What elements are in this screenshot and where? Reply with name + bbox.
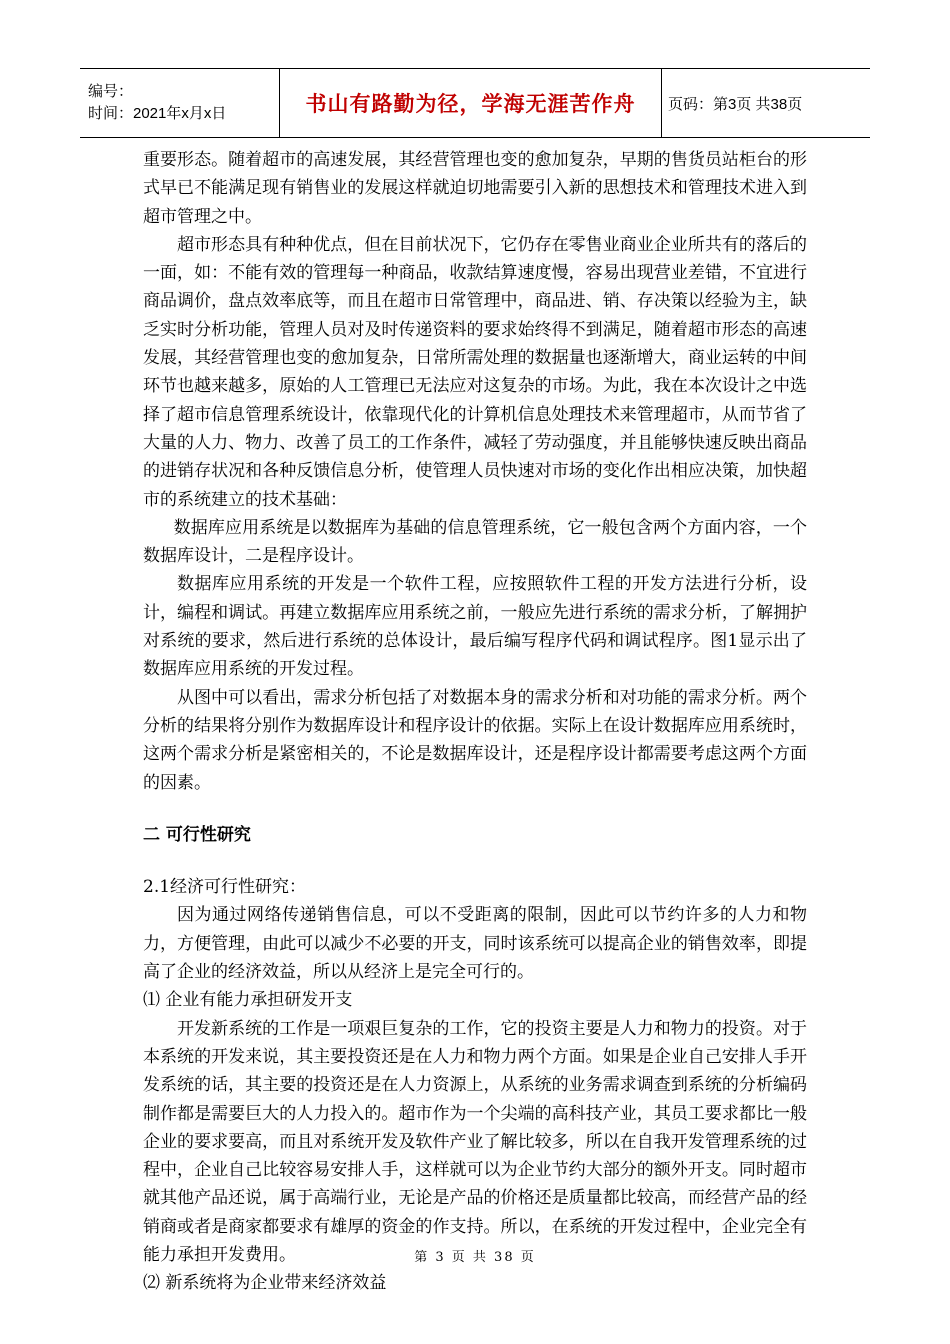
paragraph: 数据库应用系统的开发是一个软件工程，应按照软件工程的开发方法进行分析，设计，编程和调试。再建立数据库应用系统之前，一般应先进行系统的需求分析，了解拥护对系统的要求，然后进行系统的总体设计，最后编写程序代码和调试程序。图1显示出了数据库应用系统的开发过程。: [143, 574, 807, 680]
paragraph: 开发新系统的工作是一项艰巨复杂的工作，它的投资主要是人力和物力的投资。对于本系统的开发来说，其主要投资还是在人力和物力两个方面。如果是企业自己安排人手开发系统的话，其主要的投资还是在人力资源上，从系统的业务需求调查到系统的分析编码制作都是需要巨大的人力投入的。超市作为一个尖端的高科技产业，其员工要求都比一般企业的要求要高，而且对系统开发及软件产业了解比较多，所以在自我开发管理系统的过程中，企业自己比较容易安排人手，这样就可以为企业节约大部分的额外开支。同时超市就其他产品还说，属于高端行业，无论是产品的价格还是质量都比较高，而经营产品的经销商或者是商家都要求有雄厚的资金的作支持。所以，在系统的开发过程中，企业完全有能力承担开发费用。: [143, 1018, 807, 1265]
list-item-title: ⑴ 企业有能力承担研发开支: [143, 990, 353, 1011]
header-motto: [280, 69, 662, 137]
body-text: [143, 146, 807, 1298]
header-meta: [80, 69, 280, 137]
page-footer: 第 3 页 共 38 页: [414, 1250, 536, 1265]
paragraph: 超市形态具有种种优点，但在目前状况下，它仍存在零售业商业企业所共有的落后的一面，如：不能有效的管理每一种商品，收款结算速度慢，容易出现营业差错，不宜进行商品调价，盘点效率底等，而且在超市日常管理中，商品进、销、存决策以经验为主，缺乏实时分析功能，管理人员对及时传递资料的要求始终得不到满足，随着超市形态的高速发展，其经营管理也变的愈加复杂，日常所需处理的数据量也逐渐增大，商业运转的中间环节也越来越多，原始的人工管理已无法应对这复杂的市场。为此，我在本次设计之中选择了超市信息管理系统设计，依靠现代化的计算机信息处理技术来管理超市，从而节省了大量的人力、物力、改善了员工的工作条件，减轻了劳动强度，并且能够快速反映出商品的进销存状况和各种反馈信息分析，使管理人员快速对市场的变化作出相应决策，加快超市的系统建立的技术基础：: [143, 234, 807, 510]
page-info-text: 页码：第3页 共38页: [668, 95, 803, 113]
paragraph: 数据库应用系统是以数据库为基础的信息管理系统，它一般包含两个方面内容，一个数据库设计，二是程序设计。: [143, 517, 807, 567]
subsection-title: 2.1经济可行性研究：: [143, 877, 307, 898]
motto-text: 书山有路勤为径，学海无涯苦作舟: [305, 92, 636, 116]
header-page-info: [662, 69, 870, 137]
paragraph: 重要形态。随着超市的高速发展，其经营管理也变的愈加复杂，早期的售货员站柜台的形式早已不能满足现有销售业的发展这样就迫切地需要引入新的思想技术和管理技术进入到超市管理之中。: [143, 150, 807, 227]
section-heading: 二 可行性研究: [143, 824, 251, 845]
paragraph: 因为通过网络传递销售信息，可以不受距离的限制，因此可以节约许多的人力和物力，方便管理，由此可以减少不必要的开支，同时该系统可以提高企业的销售效率，即提高了企业的经济效益，所以从经济上是完全可行的。: [143, 905, 807, 983]
paragraph: 从图中可以看出，需求分析包括了对数据本身的需求分析和对功能的需求分析。两个分析的结果将分别作为数据库设计和程序设计的依据。实际上在设计数据库应用系统时，这两个需求分析是紧密相关的，不论是数据库设计，还是程序设计都需要考虑这两个方面的因素。: [143, 687, 807, 793]
list-item-title: ⑵ 新系统将为企业带来经济效益: [143, 1273, 387, 1294]
time-label: 时间：2021年x月x日: [88, 105, 227, 122]
number-label: 编号：: [88, 83, 134, 100]
page-header: [80, 68, 870, 138]
